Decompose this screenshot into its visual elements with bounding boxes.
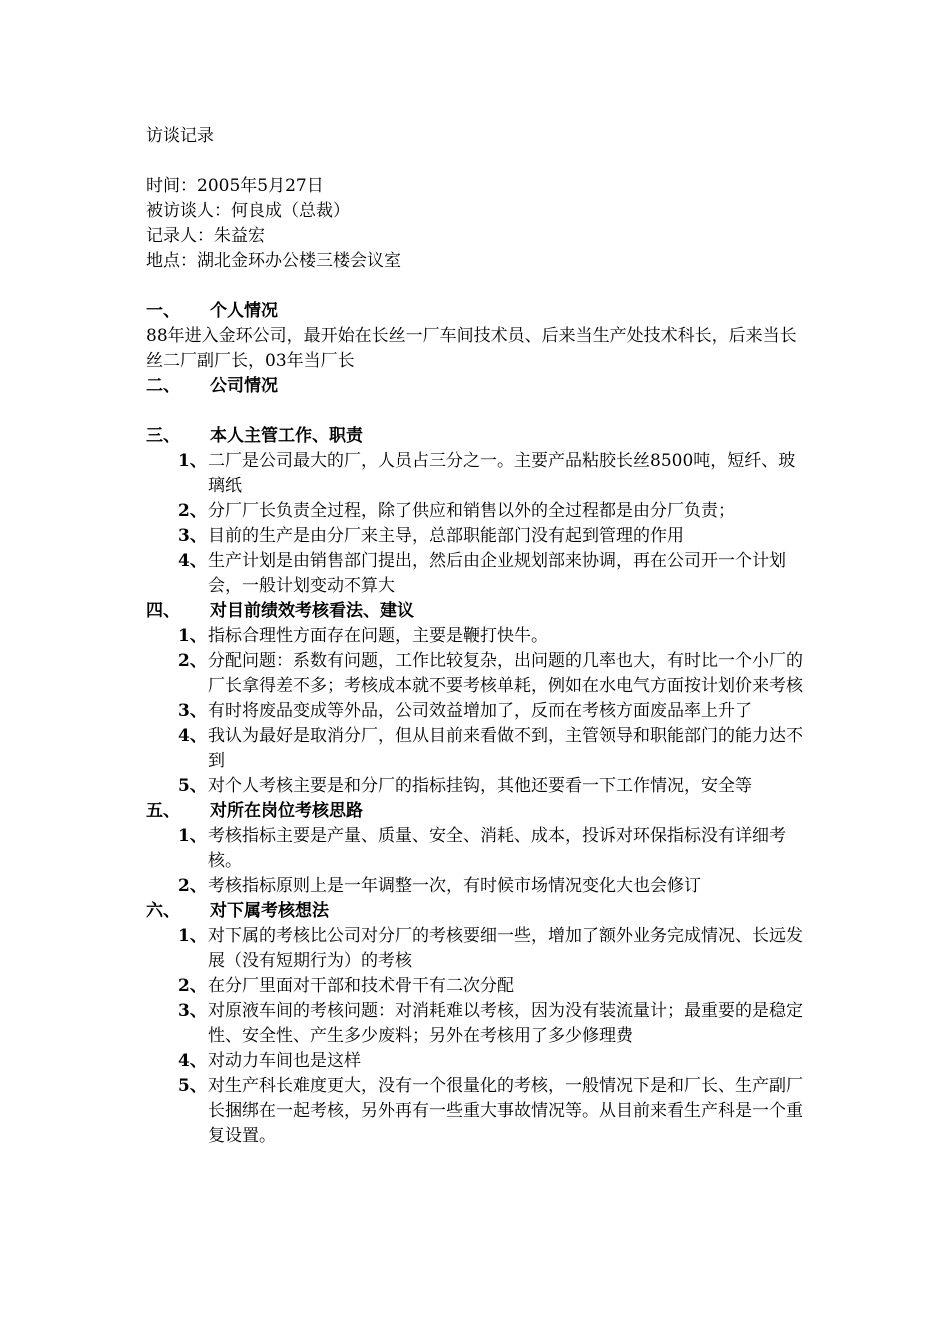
list-item-text: 对个人考核主要是和分厂的指标挂钩，其他还要看一下工作情况，安全等 [208,776,752,796]
list-item-number: 4、 [178,726,207,746]
section-title: 个人情况 [210,301,278,321]
list-item-text: 分配问题：系数有问题，工作比较复杂，出问题的几率也大，有时比一个小厂的厂长拿得差不多；考核成本就不要考核单耗，例如在水电气方面按计划价来考核 [208,651,803,696]
list-item [146,874,812,899]
list-item-number: 3、 [178,701,207,721]
section-number: 六、 [146,901,180,921]
section-heading [146,599,826,624]
list-item-number: 5、 [178,1076,207,1096]
list-item-text: 目前的生产是由分厂来主导，总部职能部门没有起到管理的作用 [208,526,684,546]
section-number: 五、 [146,801,180,821]
list-item-number: 4、 [178,551,207,571]
section-heading [146,799,826,824]
list-item-number: 1、 [178,826,207,846]
section-title: 对下属考核想法 [210,901,329,921]
list-item-text: 对生产科长难度更大，没有一个很量化的考核，一般情况下是和厂长、生产副厂长捆绑在一起考核，另外再有一些重大事故情况等。从目前来看生产科是一个重复设置。 [208,1076,803,1146]
list-item-number: 2、 [178,501,207,521]
list-item-number: 2、 [178,651,207,671]
list-item [146,649,812,699]
section-title: 公司情况 [210,376,278,396]
list-item [146,974,812,999]
meta-interviewee: 被访谈人：何良成（总裁） [146,201,350,221]
list-item-text: 对原液车间的考核问题：对消耗难以考核，因为没有装流量计；最重要的是稳定性、安全性、产生多少废料；另外在考核用了多少修理费 [208,1001,803,1046]
list-item [146,449,812,499]
list-item [146,999,812,1049]
section-number: 四、 [146,601,180,621]
document-page [146,124,826,1149]
list-item-text: 在分厂里面对干部和技术骨干有二次分配 [208,976,514,996]
list-item [146,624,812,649]
list-item [146,549,812,599]
list-item [146,824,812,874]
list-item-number: 2、 [178,876,207,896]
list-item [146,524,812,549]
section-heading [146,299,826,324]
list-item [146,724,812,774]
section-number: 二、 [146,376,180,396]
section-number: 三、 [146,426,180,446]
list-item-number: 4、 [178,1051,207,1071]
list-item-number: 2、 [178,976,207,996]
section-paragraph: 88年进入金环公司，最开始在长丝一厂车间技术员、后来当生产处技术科长，后来当长丝二厂副厂长，03年当厂长 [146,326,797,371]
list-item-text: 考核指标主要是产量、质量、安全、消耗、成本，投诉对环保指标没有详细考核。 [208,826,786,871]
list-item-text: 有时将废品变成等外品，公司效益增加了，反而在考核方面废品率上升了 [208,701,752,721]
list-item [146,499,812,524]
section-heading [146,374,826,399]
list-item [146,1074,812,1149]
list-item-text: 生产计划是由销售部门提出，然后由企业规划部来协调，再在公司开一个计划会，一般计划变动不算大 [208,551,786,596]
section-heading [146,899,826,924]
list-item [146,1049,812,1074]
list-item [146,699,812,724]
list-item-text: 我认为最好是取消分厂，但从目前来看做不到，主管领导和职能部门的能力达不到 [208,726,803,771]
list-item-number: 1、 [178,926,207,946]
list-item-number: 1、 [178,451,207,471]
meta-time: 时间：2005年5月27日 [146,176,324,196]
list-item-number: 5、 [178,776,207,796]
list-item-number: 1、 [178,626,207,646]
meta-location: 地点：湖北金环办公楼三楼会议室 [146,251,401,271]
section-title: 本人主管工作、职责 [210,426,363,446]
list-item-text: 对下属的考核比公司对分厂的考核要细一些，增加了额外业务完成情况、长远发展（没有短期行为）的考核 [208,926,803,971]
section-number: 一、 [146,301,180,321]
meta-recorder: 记录人：朱益宏 [146,226,265,246]
list-item [146,924,812,974]
list-item-number: 3、 [178,1001,207,1021]
section-title: 对目前绩效考核看法、建议 [210,601,414,621]
list-item-number: 3、 [178,526,207,546]
list-item-text: 二厂是公司最大的厂，人员占三分之一。主要产品粘胶长丝8500吨，短纤、玻璃纸 [208,451,796,496]
list-item-text: 分厂厂长负责全过程，除了供应和销售以外的全过程都是由分厂负责； [208,501,735,521]
list-item-text: 对动力车间也是这样 [208,1051,361,1071]
document-title: 访谈记录 [146,126,214,146]
section-heading [146,424,826,449]
list-item-text: 指标合理性方面存在问题，主要是鞭打快牛。 [208,626,548,646]
list-item-text: 考核指标原则上是一年调整一次，有时候市场情况变化大也会修订 [208,876,701,896]
list-item [146,774,812,799]
section-title: 对所在岗位考核思路 [210,801,363,821]
